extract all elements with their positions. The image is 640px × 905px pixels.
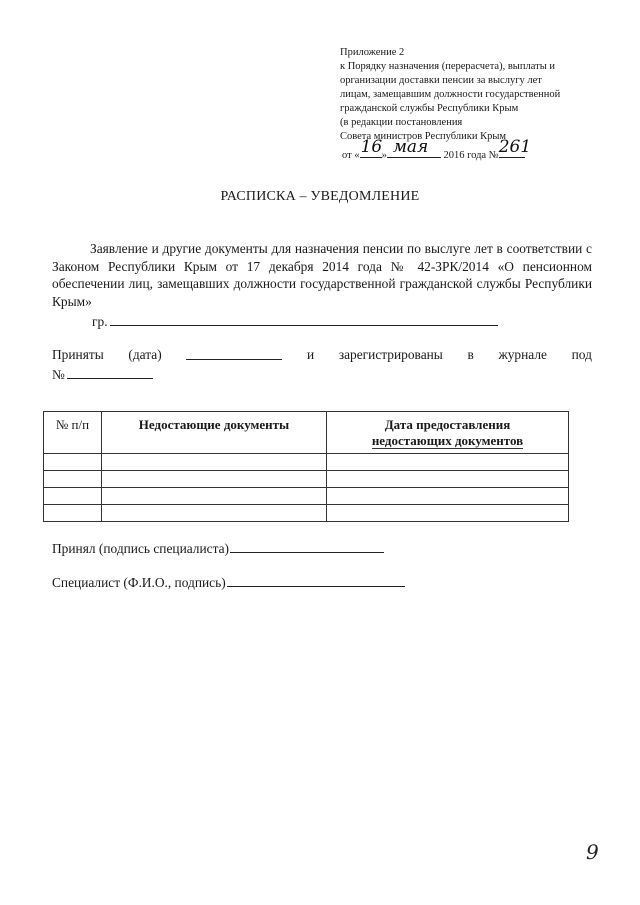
accepted-word: в <box>467 347 474 362</box>
table-cell[interactable] <box>44 505 102 522</box>
missing-documents-table <box>43 411 569 522</box>
specialist-signature-field[interactable] <box>230 540 384 553</box>
table-row <box>44 505 569 522</box>
accepted-word: зарегистрированы <box>338 347 443 362</box>
appendix-line: лицам, замещавшим должности государственной <box>340 89 561 100</box>
appendix-line: к Порядку назначения (перерасчета), выплаты и <box>340 61 555 72</box>
specialist-name-field[interactable] <box>227 574 405 587</box>
citizen-label: гр. <box>92 314 108 329</box>
statement-text: Заявление и другие документы для назначения пенсии по выслуге лет в соответствии с Законом Республики Крым от 17 декабря 2014 года № 42-ЗРК/2014 «О пенсионном обеспечении лиц, замещавших должности государственной гражданской службы Республики Крым» <box>52 241 592 309</box>
decree-month-handwritten: мая <box>392 137 429 157</box>
accepted-date-field[interactable] <box>186 347 282 360</box>
number-label: № <box>52 367 65 382</box>
document-title: РАСПИСКА – УВЕДОМЛЕНИЕ <box>220 189 420 204</box>
table-cell[interactable] <box>102 488 327 505</box>
table-cell[interactable] <box>102 471 327 488</box>
table-header-row <box>44 412 569 454</box>
accepted-word: журнале <box>498 347 547 362</box>
header-date-line2: недостающих документов <box>371 433 524 448</box>
table-cell[interactable] <box>44 454 102 471</box>
table-cell[interactable] <box>102 454 327 471</box>
header-submission-date <box>327 412 569 454</box>
accepted-word: и <box>306 347 315 362</box>
accepted-word: под <box>571 347 592 362</box>
table-cell[interactable] <box>44 471 102 488</box>
decree-number-handwritten: 261 <box>498 137 532 157</box>
accepted-line <box>52 347 592 363</box>
table-cell[interactable] <box>102 505 327 522</box>
header-date-line1: Дата предоставления <box>384 417 511 432</box>
accepted-word: Приняты <box>52 347 104 362</box>
specialist-name-label: Специалист (Ф.И.О., подпись) <box>52 575 226 590</box>
specialist-signature-label: Принял (подпись специалиста) <box>52 541 230 556</box>
citizen-name-field[interactable] <box>110 313 498 326</box>
table-cell[interactable] <box>327 505 569 522</box>
specialist-name-line <box>52 574 405 591</box>
journal-number-line <box>52 366 153 383</box>
table-row <box>44 488 569 505</box>
table-cell[interactable] <box>327 454 569 471</box>
decree-date-line <box>342 137 560 163</box>
appendix-line: организации доставки пенсии за выслугу лет <box>340 75 542 86</box>
specialist-signature-line <box>52 540 384 557</box>
table-cell[interactable] <box>327 471 569 488</box>
journal-number-field[interactable] <box>67 366 153 379</box>
appendix-line: Совета министров Республики Крым <box>340 131 507 142</box>
header-number: № п/п <box>44 412 102 454</box>
table-row <box>44 454 569 471</box>
appendix-line: гражданской службы Республики Крым <box>340 103 519 114</box>
table-cell[interactable] <box>327 488 569 505</box>
citizen-line <box>92 313 498 330</box>
table-cell[interactable] <box>44 488 102 505</box>
statement-paragraph <box>52 240 592 310</box>
appendix-header <box>340 46 560 163</box>
decree-prefix: от « <box>342 150 360 161</box>
decree-day-handwritten: 16 <box>360 137 383 157</box>
table-row <box>44 471 569 488</box>
decree-mid: » <box>381 150 387 161</box>
appendix-line: (в редакции постановления <box>340 117 463 128</box>
page-number: 9 <box>586 840 599 864</box>
accepted-word: (дата) <box>128 347 162 362</box>
decree-year: 2016 года № <box>443 150 499 161</box>
header-missing-documents: Недостающие документы <box>102 412 327 454</box>
appendix-line: Приложение 2 <box>340 47 405 58</box>
